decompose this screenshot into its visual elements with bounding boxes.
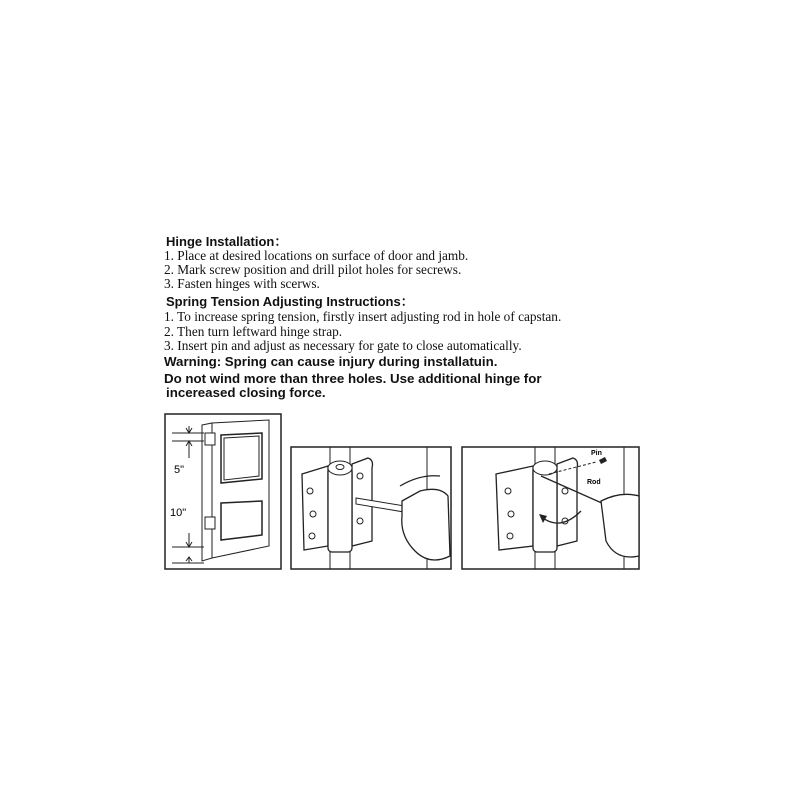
warning-line-3: incereased closing force. [166, 385, 326, 400]
warning-line-2: Do not wind more than three holes. Use additional hinge for [164, 371, 542, 386]
hinge-step-1: 1. Place at desired locations on surface of door and jamb. [164, 248, 469, 263]
rod-label: Rod [587, 479, 601, 486]
spring-step-1: 1. To increase spring tension, firstly insert adjusting rod in hole of capstan. [164, 309, 562, 324]
spring-tension-heading: Spring Tension Adjusting Instructions： [166, 294, 414, 309]
bottom-spacing-label: 10" [170, 507, 187, 519]
door-hinge-placement-figure [164, 413, 282, 570]
turn-strap-figure [461, 446, 640, 570]
hinge-installation-heading: Hinge Installation： [166, 234, 288, 249]
warning-line-1: Warning: Spring can cause injury during installatuin. [164, 354, 498, 369]
spring-step-2: 2. Then turn leftward hinge strap. [164, 324, 343, 339]
hinge-step-3: 3. Fasten hinges with scerws. [164, 276, 320, 291]
hinge-step-2: 2. Mark screw position and drill pilot holes for secrews. [164, 262, 462, 277]
spring-step-3: 3. Insert pin and adjust as necessary for gate to close automatically. [164, 338, 522, 353]
pin-label: Pin [591, 450, 602, 457]
top-spacing-label: 5" [174, 464, 185, 476]
insert-rod-figure [290, 446, 452, 570]
